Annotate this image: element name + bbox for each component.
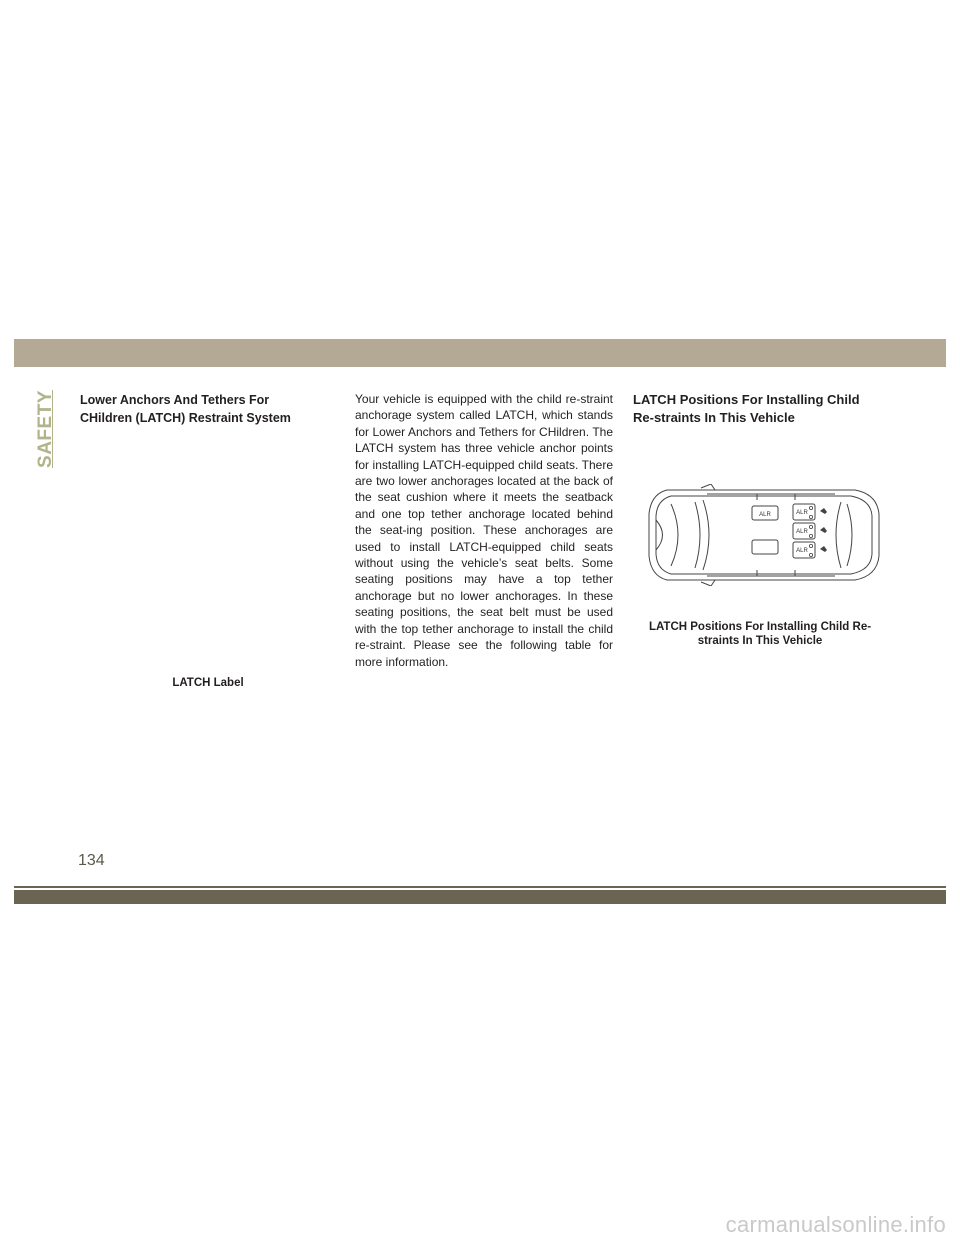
latch-heading: Lower Anchors And Tethers For CHildren (LATCH) Restraint System [80, 393, 291, 425]
latch-body-text: Your vehicle is equipped with the child re-straint anchorage system called LATCH, which stands for Lower Anchors and Tethers for CHildren. The LATCH system has three vehicle anchor points for installing LATCH-equipped child seats. There are two lower anchorages located at the back of the seat cushion where it meets the seatback and one top tether anchorage located behind the seat-ing position. These anchorages are used to install LATCH-equipped child seats without using the vehicle’s seat belts. Some seating positions may have a top tether anchorage but no lower anchorages. In these seating positions, the seat belt must be used with the top tether anchorage to install the child re-straint. Please see the following table for more information. [355, 392, 613, 669]
seat-label: ALR [759, 512, 771, 518]
section-tab [28, 392, 64, 466]
column-right [633, 391, 883, 427]
seat-label: ALR [796, 510, 808, 516]
page-number: 134 [78, 852, 105, 869]
latch-positions-caption: LATCH Positions For Installing Child Re-straints In This Vehicle [648, 621, 872, 647]
footer-band [14, 890, 946, 904]
column-left [80, 391, 320, 427]
section-label: SAFETY [35, 390, 56, 468]
seat-label: ALR [796, 529, 808, 535]
column-middle [355, 391, 613, 670]
vehicle-latch-diagram [645, 484, 885, 586]
latch-positions-heading: LATCH Positions For Installing Child Re-straints In This Vehicle [633, 392, 860, 425]
header-band [14, 339, 946, 367]
latch-label-caption: LATCH Label [172, 677, 244, 689]
seat-label: ALR [796, 548, 808, 554]
watermark: carmanualsonline.info [725, 1212, 946, 1237]
tether-anchor-icon [820, 508, 827, 552]
footer-rule [14, 886, 946, 888]
